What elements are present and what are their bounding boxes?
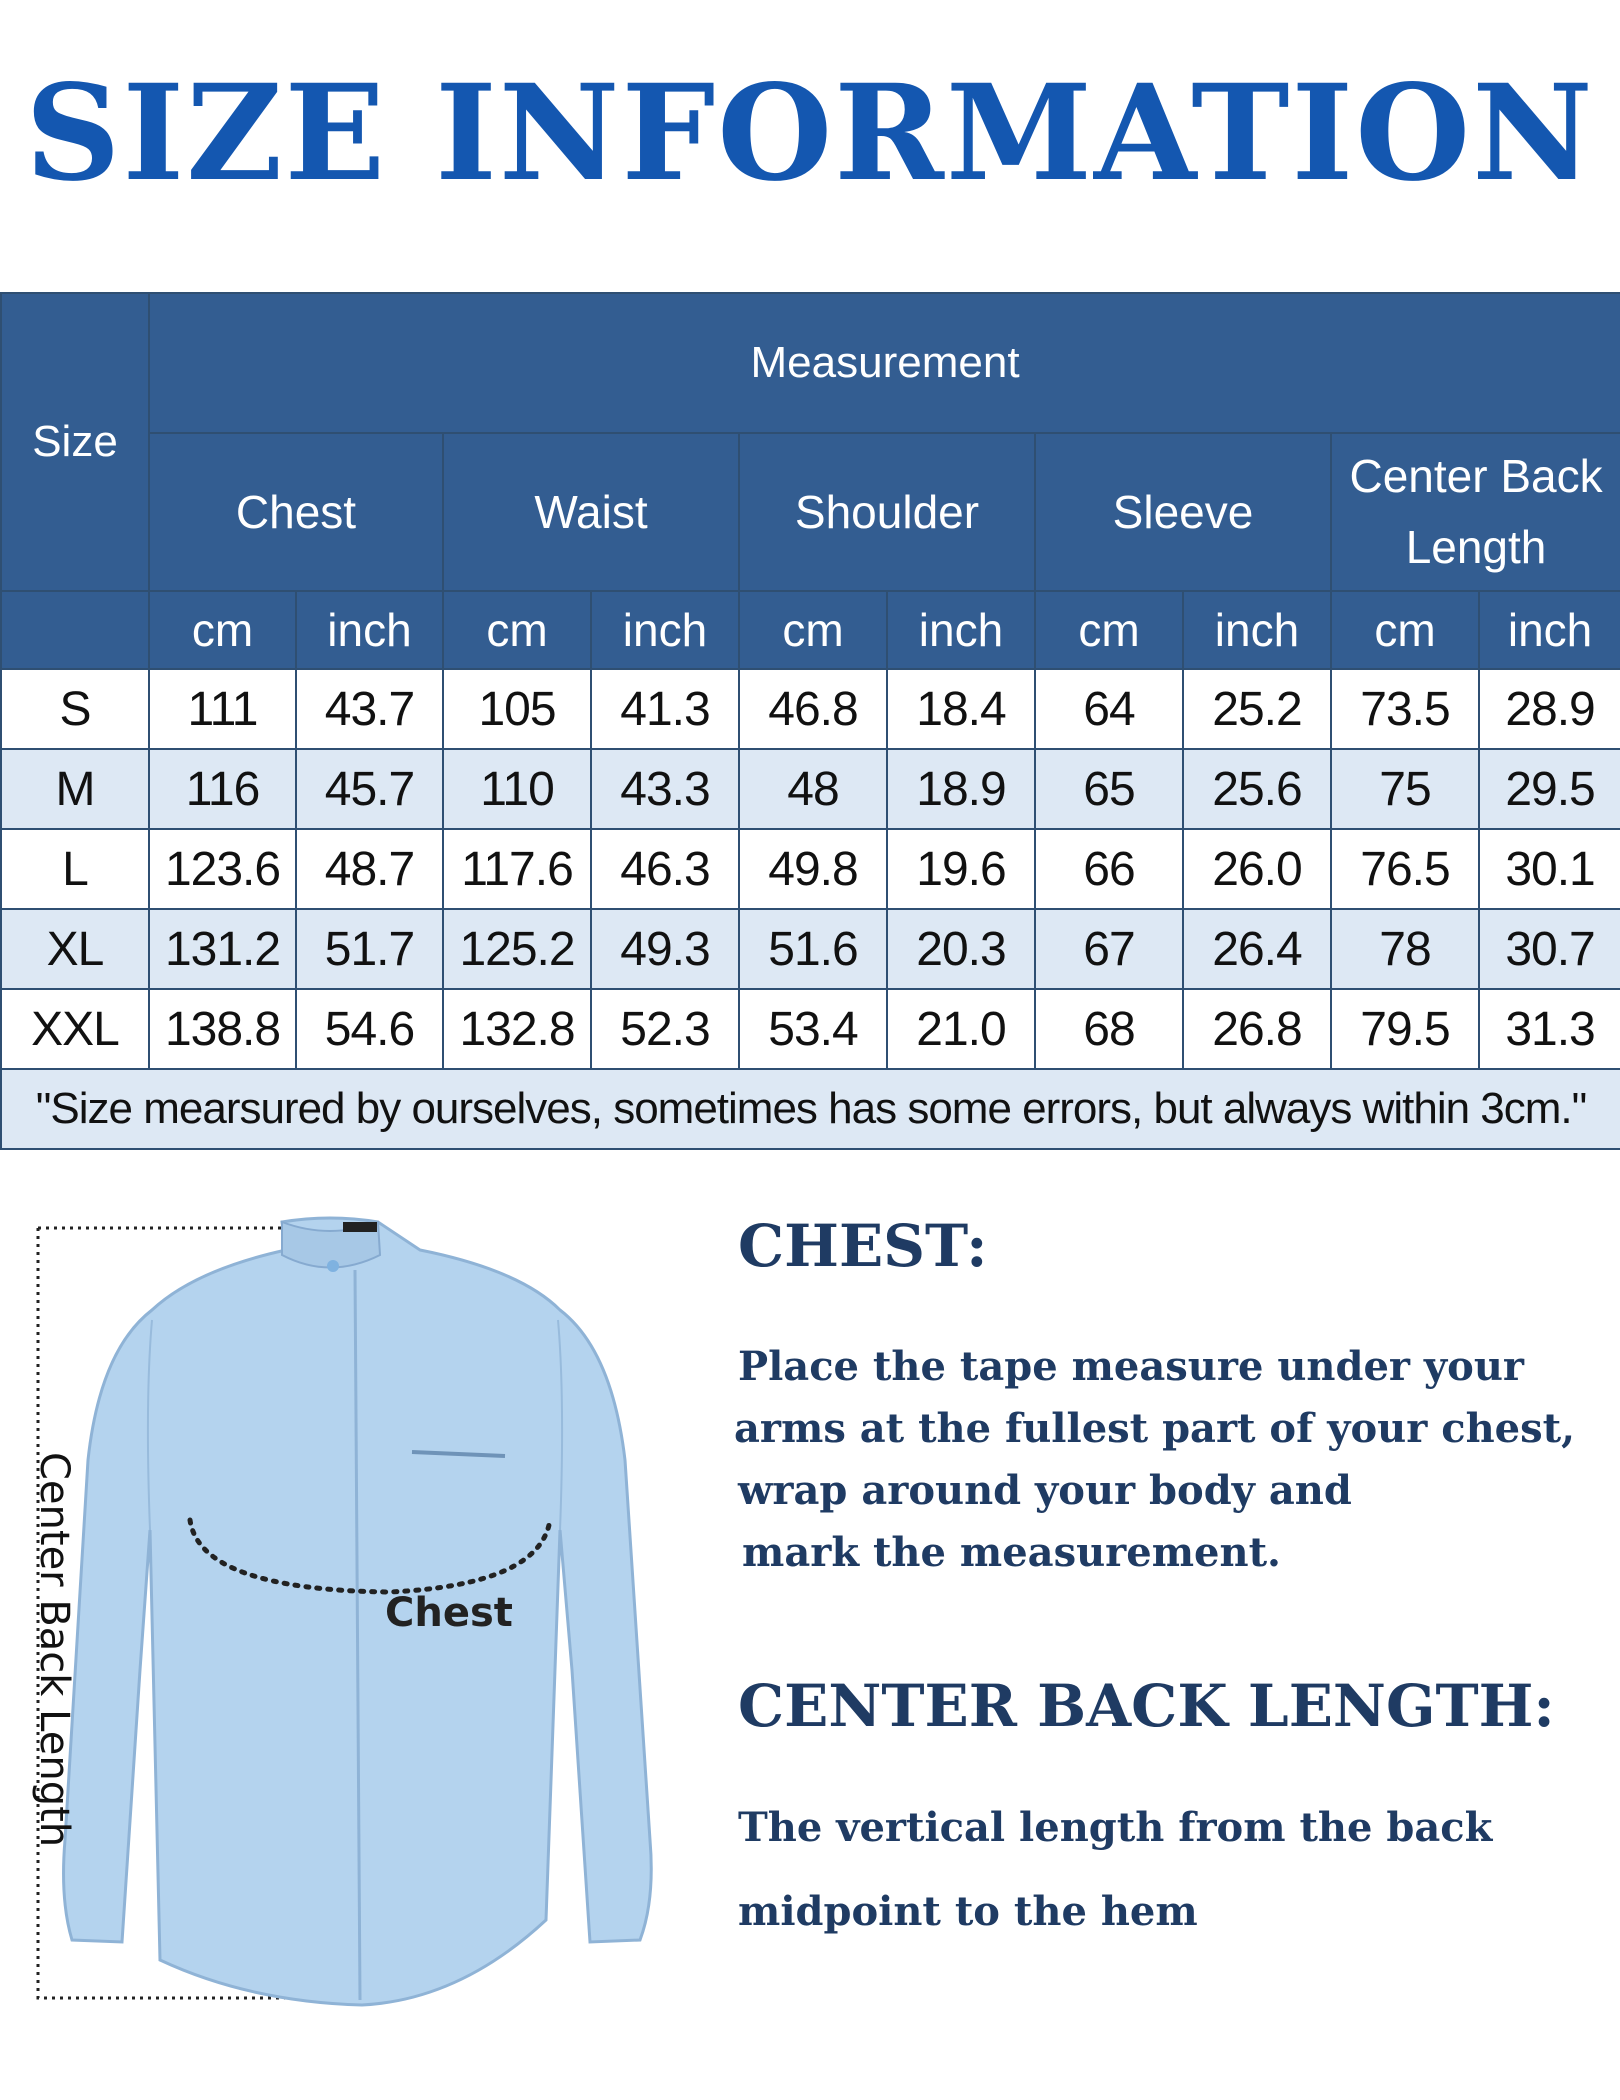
shoulder-inch-cell: 18.4 <box>887 669 1035 749</box>
sleeve-inch-cell: 25.2 <box>1183 669 1331 749</box>
unit-header-inch: inch <box>296 591 443 669</box>
sleeve-inch-cell: 26.4 <box>1183 909 1331 989</box>
center-back-length-cm-cell: 78 <box>1331 909 1479 989</box>
sleeve-cm-cell: 68 <box>1035 989 1183 1069</box>
waist-inch-cell: 41.3 <box>591 669 739 749</box>
center-back-length-cm-cell: 75 <box>1331 749 1479 829</box>
size-cell: S <box>1 669 149 749</box>
chest-cm-cell: 123.6 <box>149 829 296 909</box>
category-header-center-back-length: Center Back Length <box>1331 433 1620 591</box>
waist-inch-cell: 46.3 <box>591 829 739 909</box>
shoulder-cm-cell: 51.6 <box>739 909 887 989</box>
sleeve-cm-cell: 65 <box>1035 749 1183 829</box>
unit-header-cm: cm <box>1035 591 1183 669</box>
waist-inch-cell: 52.3 <box>591 989 739 1069</box>
chest-inch-cell: 45.7 <box>296 749 443 829</box>
sleeve-inch-cell: 25.6 <box>1183 749 1331 829</box>
chest-inch-cell: 43.7 <box>296 669 443 749</box>
center-back-length-cm-cell: 76.5 <box>1331 829 1479 909</box>
table-row <box>1 829 1620 909</box>
size-rows <box>1 669 1620 1069</box>
shoulder-cm-cell: 53.4 <box>739 989 887 1069</box>
shoulder-cm-cell: 49.8 <box>739 829 887 909</box>
chest-cm-cell: 138.8 <box>149 989 296 1069</box>
size-cell: L <box>1 829 149 909</box>
chest-inch-cell: 48.7 <box>296 829 443 909</box>
center-back-length-inch-cell: 30.1 <box>1479 829 1620 909</box>
shoulder-inch-cell: 21.0 <box>887 989 1035 1069</box>
chest-label: Chest <box>385 1590 513 1636</box>
sleeve-inch-cell: 26.8 <box>1183 989 1331 1069</box>
chest-instruction-line: arms at the fullest part of your chest, <box>734 1405 1576 1452</box>
unit-header-cm: cm <box>1331 591 1479 669</box>
center-back-length-cm-cell: 79.5 <box>1331 989 1479 1069</box>
sleeve-cm-cell: 64 <box>1035 669 1183 749</box>
unit-header-cm: cm <box>443 591 591 669</box>
waist-cm-cell: 117.6 <box>443 829 591 909</box>
shirt-illustration <box>0 1200 700 2020</box>
shoulder-cm-cell: 48 <box>739 749 887 829</box>
measurement-header: Measurement <box>149 293 1620 433</box>
waist-cm-cell: 132.8 <box>443 989 591 1069</box>
unit-header-inch: inch <box>591 591 739 669</box>
category-header-waist: Waist <box>443 433 739 591</box>
waist-cm-cell: 105 <box>443 669 591 749</box>
chest-instructions <box>734 1336 1618 1584</box>
chest-inch-cell: 51.7 <box>296 909 443 989</box>
size-cell: XL <box>1 909 149 989</box>
chest-instruction-line: mark the measurement. <box>742 1529 1281 1576</box>
unit-header-inch: inch <box>1479 591 1620 669</box>
chest-instruction-line: wrap around your body and <box>738 1467 1352 1514</box>
size-cell: M <box>1 749 149 829</box>
waist-cm-cell: 110 <box>443 749 591 829</box>
category-header-shoulder: Shoulder <box>739 433 1035 591</box>
category-header-sleeve: Sleeve <box>1035 433 1331 591</box>
chest-inch-cell: 54.6 <box>296 989 443 1069</box>
shoulder-inch-cell: 19.6 <box>887 829 1035 909</box>
unit-header-inch: inch <box>1183 591 1331 669</box>
waist-inch-cell: 49.3 <box>591 909 739 989</box>
table-row <box>1 669 1620 749</box>
center-back-length-inch-cell: 29.5 <box>1479 749 1620 829</box>
shoulder-inch-cell: 20.3 <box>887 909 1035 989</box>
chest-heading: CHEST: <box>738 1212 988 1280</box>
size-column-header: Size <box>1 293 149 591</box>
shoulder-inch-cell: 18.9 <box>887 749 1035 829</box>
sleeve-inch-cell: 26.0 <box>1183 829 1331 909</box>
cbl-description-line: The vertical length from the back <box>738 1804 1493 1851</box>
shoulder-cm-cell: 46.8 <box>739 669 887 749</box>
center-back-length-inch-cell: 30.7 <box>1479 909 1620 989</box>
center-back-length-description <box>738 1786 1618 1954</box>
waist-cm-cell: 125.2 <box>443 909 591 989</box>
unit-header-cm: cm <box>739 591 887 669</box>
size-chart-table <box>0 292 1620 1150</box>
sleeve-cm-cell: 66 <box>1035 829 1183 909</box>
table-row <box>1 909 1620 989</box>
page-title: SIZE INFORMATION <box>25 56 1595 211</box>
shirt-image <box>0 1200 700 2020</box>
sleeve-cm-cell: 67 <box>1035 909 1183 989</box>
waist-inch-cell: 43.3 <box>591 749 739 829</box>
chest-cm-cell: 111 <box>149 669 296 749</box>
unit-header-inch: inch <box>887 591 1035 669</box>
unit-header-cm: cm <box>149 591 296 669</box>
table-row <box>1 749 1620 829</box>
center-back-length-cm-cell: 73.5 <box>1331 669 1479 749</box>
chest-instruction-line: Place the tape measure under your <box>738 1343 1524 1390</box>
center-back-length-label: Center Back Length <box>31 1452 77 1848</box>
center-back-length-inch-cell: 31.3 <box>1479 989 1620 1069</box>
unit-header-blank <box>1 591 149 669</box>
size-cell: XXL <box>1 989 149 1069</box>
table-row <box>1 989 1620 1069</box>
chest-cm-cell: 131.2 <box>149 909 296 989</box>
chest-cm-cell: 116 <box>149 749 296 829</box>
center-back-length-heading: CENTER BACK LENGTH: <box>738 1672 1555 1740</box>
category-header-chest: Chest <box>149 433 443 591</box>
cbl-description-line: midpoint to the hem <box>738 1888 1198 1935</box>
center-back-length-inch-cell: 28.9 <box>1479 669 1620 749</box>
measurement-note: "Size mearsured by ourselves, sometimes has some errors, but always within 3cm." <box>1 1069 1620 1149</box>
